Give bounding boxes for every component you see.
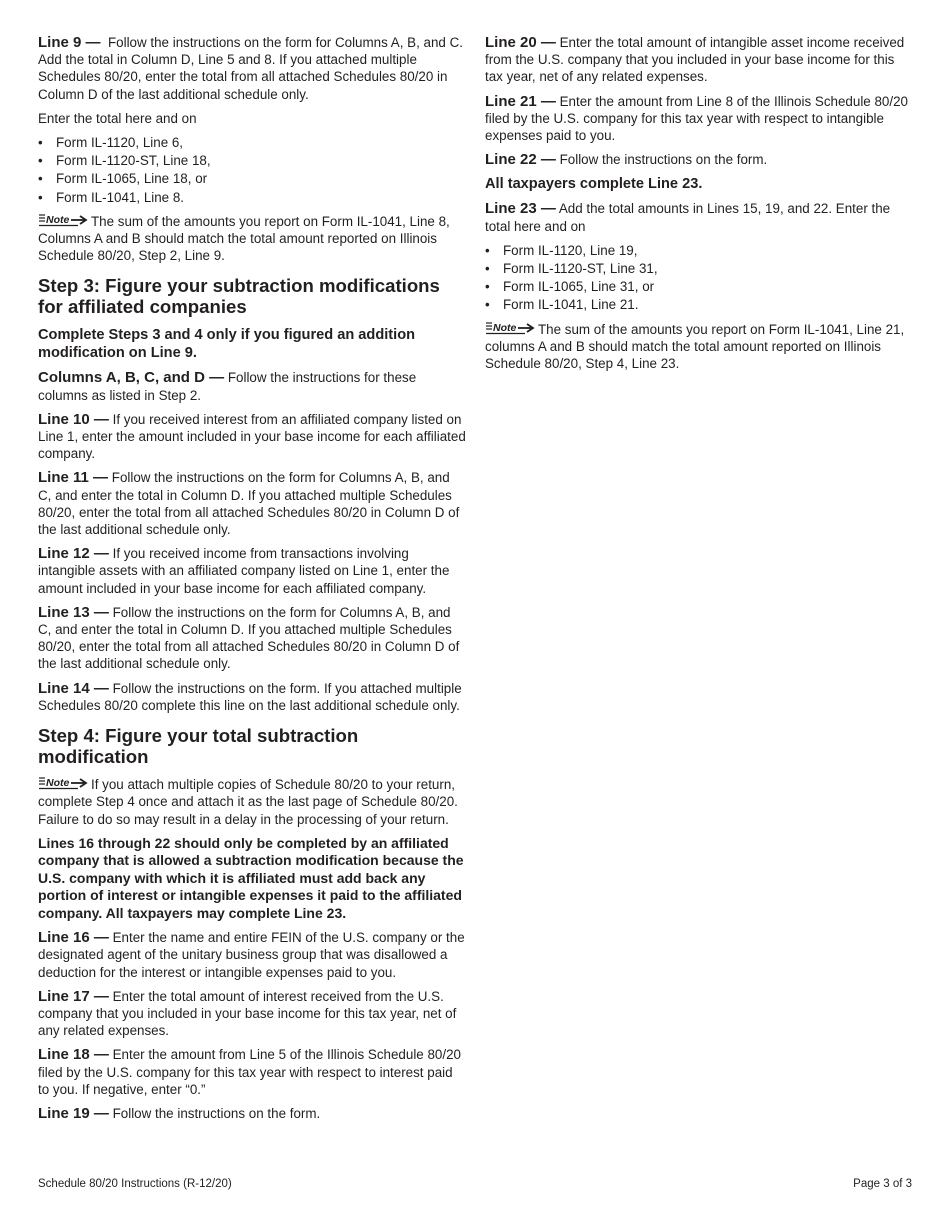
list-item: • Form IL-1041, Line 21. [485, 297, 639, 313]
line-label: Line 20 — [485, 34, 556, 51]
list-item: • Form IL-1065, Line 18, or [38, 171, 208, 187]
left-column [38, 34, 466, 1129]
note-text: The sum of the amounts you report on Form IL-1041, Line 8, Columns A and B should match the total amount reported on Illinois Schedule 80/20, Step 2, Line 9. [38, 213, 450, 264]
line-text: Follow the instructions on the form. If you attached multiple Schedules 80/20 complete this line on the last additional schedule only. [38, 680, 462, 713]
line-16-paragraph [38, 929, 466, 981]
line-text: If you received income from transactions involving intangible assets with an affiliated company listed on Line 1, enter the amount included in your base income for each affiliated company. [38, 546, 450, 596]
svg-text:Note: Note [46, 777, 70, 790]
line-20-paragraph [485, 34, 915, 86]
columns-paragraph [38, 369, 466, 403]
line-label: Line 13 — [38, 603, 109, 621]
step-4-heading: Step 4: Figure your total subtraction modification [38, 725, 359, 767]
line-text: Enter the amount from Line 5 of the Illinois Schedule 80/20 filed by the U.S. company for this tax year with respect to interest paid to you. If negative, enter “0.” [38, 1047, 461, 1097]
bullet-icon: • [38, 135, 43, 151]
lines-16-22-notice: Lines 16 through 22 should only be completed by an affiliated company that is allowed a subtraction modification because the U.S. company with which it is affiliated must add back any portion of interest or intangible expenses it paid to the affiliated company. All taxpayers may complete Line 23. [38, 834, 464, 921]
list-item: • Form IL-1120, Line 6, [38, 135, 184, 151]
note-paragraph [485, 321, 915, 373]
line-10-paragraph [38, 411, 466, 463]
line-label: Line 17 — [38, 987, 109, 1005]
line-label: Line 10 — [38, 410, 109, 428]
line-label: Line 12 — [38, 545, 109, 563]
list-item: • Form IL-1041, Line 8. [38, 189, 185, 205]
svg-text:Note: Note [493, 321, 517, 334]
note-icon [38, 776, 88, 790]
line-label: Line 9 — [38, 34, 101, 51]
list-item: • Form IL-1120, Line 19, [485, 242, 638, 258]
line-label: Line 21 — [485, 92, 556, 110]
footer-page-number: Page 3 of 3 [853, 1178, 912, 1190]
line-text: Follow the instructions for these columns as listed in Step 2. [38, 370, 417, 403]
note-icon [485, 321, 535, 335]
bullet-icon: • [485, 297, 490, 313]
line-label: Line 23 — [485, 200, 556, 218]
line-23-paragraph [485, 200, 915, 234]
line-13-paragraph [38, 604, 466, 673]
bullet-icon: • [38, 171, 43, 187]
footer-form-id: Schedule 80/20 Instructions (R-12/20) [38, 1178, 232, 1190]
bullet-icon: • [485, 279, 490, 295]
line-label: Line 16 — [38, 929, 109, 947]
bullet-icon: • [485, 242, 490, 258]
line-text: Follow the instructions on the form for Columns A, B, and C, and enter the total in Column D. If you attached multiple Schedules 80/20, enter the total from all attached Schedules 80/20 in Column D of the last additional schedule only. [38, 604, 460, 672]
line-label: Line 22 — [485, 151, 556, 169]
list-item: • Form IL-1120-ST, Line 31, [485, 261, 658, 277]
line-label: Line 19 — [38, 1105, 109, 1123]
form-list-line23 [485, 242, 915, 314]
line-22-paragraph [485, 151, 915, 168]
step-3-heading: Step 3: Figure your subtraction modifications for affiliated companies [38, 275, 440, 317]
line-12-paragraph [38, 545, 466, 597]
right-column [485, 34, 915, 379]
list-item: • Form IL-1120-ST, Line 18, [38, 153, 211, 169]
line-label: Line 18 — [38, 1046, 109, 1064]
bullet-icon: • [38, 189, 43, 205]
enter-total-text: Enter the total here and on [38, 110, 197, 126]
line-label: Columns A, B, C, and D — [38, 369, 225, 387]
line-text: Enter the total amount of intangible asset income received from the U.S. company that you included in your base income for this tax year, net of any related expenses. [485, 35, 905, 85]
line-text: Add the total amounts in Lines 15, 19, and 22. Enter the total here and on [485, 201, 891, 234]
step-3-subheading: Complete Steps 3 and 4 only if you figured an addition modification on Line 9. [38, 327, 416, 362]
bullet-icon: • [485, 261, 490, 277]
line-14-paragraph [38, 680, 466, 714]
line-text: Enter the total amount of interest received from the U.S. company that you included in your base income for this tax year, net of any related expenses. [38, 988, 457, 1039]
all-taxpayers-heading: All taxpayers complete Line 23. [485, 176, 703, 193]
line-19-paragraph [38, 1105, 466, 1122]
line-11-paragraph [38, 469, 466, 538]
line-18-paragraph [38, 1046, 466, 1098]
list-item: • Form IL-1065, Line 31, or [485, 279, 655, 295]
line-label: Line 11 — [38, 469, 109, 487]
form-list-line9 [38, 134, 466, 206]
line-text: Enter the amount from Line 8 of the Illinois Schedule 80/20 filed by the U.S. company for this tax year with respect to intangible expenses paid to you. [485, 93, 908, 144]
line-text: Follow the instructions on the form for Columns A, B, and C. Add the total in Column D, Line 5 and 8. If you attached multiple Schedules 80/20, enter the total from all attached Schedules 80/20 in Column D of the last additional schedule only. [38, 35, 463, 102]
note-paragraph [38, 213, 466, 265]
bullet-icon: • [38, 153, 43, 169]
line-text: If you received interest from an affiliated company listed on Line 1, enter the amount included in your base income for each affiliated company. [38, 411, 466, 462]
line-text: Follow the instructions on the form for Columns A, B, and C, and enter the total in Column D. If you attached multiple Schedules 80/20, enter the total from all attached Schedules 80/20 in Column D of the last additional schedule only. [38, 470, 460, 538]
line-label: Line 14 — [38, 679, 109, 697]
line-21-paragraph [485, 93, 915, 145]
line-text: Follow the instructions on the form. [112, 1106, 321, 1122]
note-paragraph [38, 776, 466, 828]
svg-text:Note: Note [46, 213, 70, 226]
line-text: Follow the instructions on the form. [559, 152, 768, 168]
note-icon [38, 213, 88, 227]
note-text: If you attach multiple copies of Schedule 80/20 to your return, complete Step 4 once and attach it as the last page of Schedule 80/20. Failure to do so may result in a delay in the processing of your return. [38, 777, 458, 827]
line-17-paragraph [38, 988, 466, 1040]
line-text: Enter the name and entire FEIN of the U.S. company or the designated agent of the unitary business group that was disallowed a deduction for the interest or intangible expenses paid to you. [38, 930, 465, 980]
note-text: The sum of the amounts you report on Form IL-1041, Line 21, columns A and B should match the total amount reported on Illinois Schedule 80/20, Step 4, Line 23. [485, 321, 905, 372]
line-9-paragraph [38, 34, 466, 103]
